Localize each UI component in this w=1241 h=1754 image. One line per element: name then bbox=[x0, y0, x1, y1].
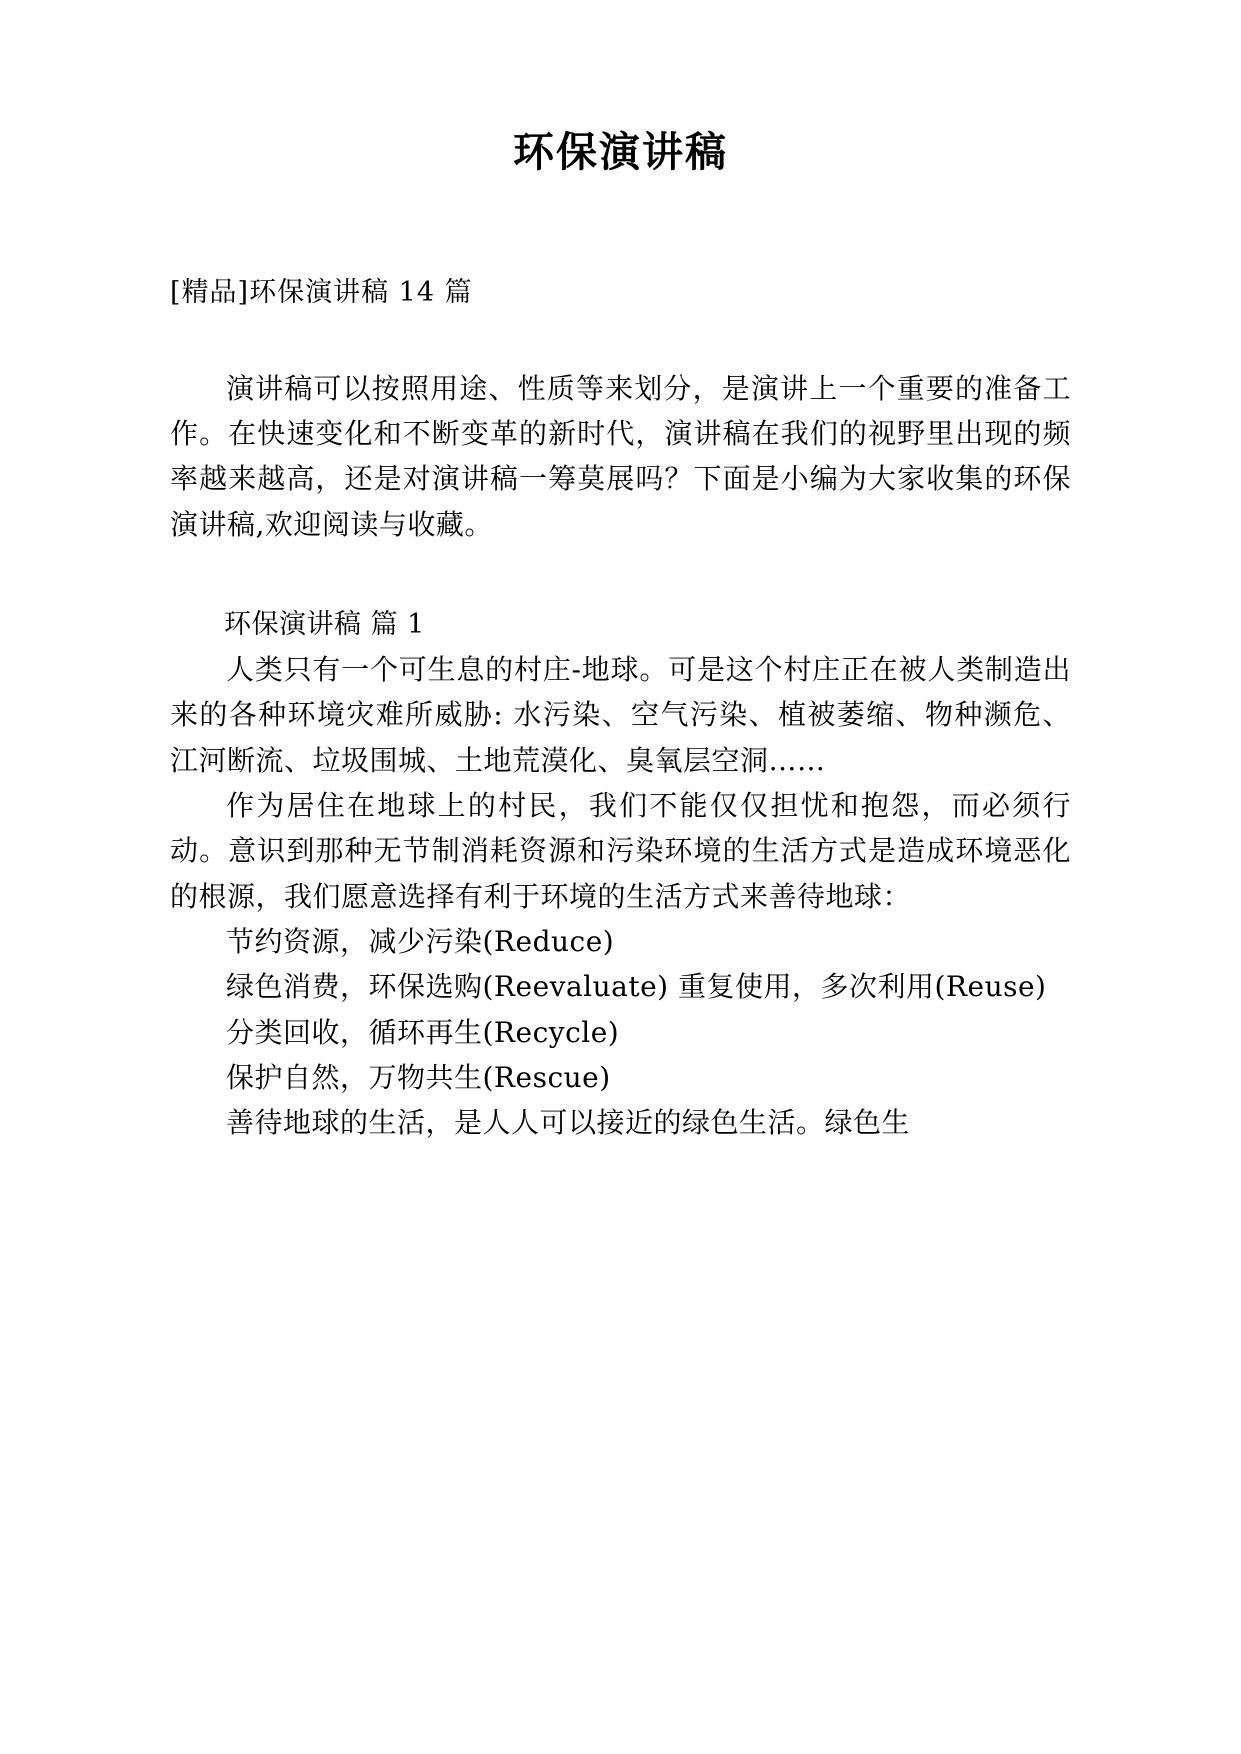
paragraph-7: 善待地球的生活，是人人可以接近的绿色生活。绿色生 bbox=[226, 1106, 911, 1140]
paragraph-5: 分类回收，循环再生(Recycle) bbox=[226, 1015, 620, 1049]
paragraph-2: 作为居住在地球上的村民，我们不能仅仅担忧和抱怨，而必须行动。意识到那种无节制消耗资源和污染环境的生活方式是造成环境恶化的根源，我们愿意选择有利于环境的生活方式来善待地球： bbox=[170, 788, 1071, 913]
paragraph-3: 节约资源，减少污染(Reduce) bbox=[226, 925, 615, 959]
document-subtitle: [精品]环保演讲稿 14 篇 bbox=[170, 277, 473, 309]
body-block bbox=[170, 647, 1071, 1146]
intro-paragraph: 演讲稿可以按照用途、性质等来划分，是演讲上一个重要的准备工作。在快速变化和不断变革的新时代，演讲稿在我们的视野里出现的频率越来越高，还是对演讲稿一筹莫展吗？下面是小编为大家收集的环保演讲稿,欢迎阅读与收藏。 bbox=[170, 371, 1071, 541]
page-title: 环保演讲稿 bbox=[513, 128, 728, 176]
paragraph-4: 绿色消费，环保选购(Reevaluate) 重复使用，多次利用(Reuse) bbox=[226, 970, 1047, 1004]
section-heading: 环保演讲稿 篇 1 bbox=[224, 609, 425, 641]
paragraph-6: 保护自然，万物共生(Rescue) bbox=[226, 1061, 611, 1095]
intro-block bbox=[170, 366, 1071, 547]
paragraph-1: 人类只有一个可生息的村庄-地球。可是这个村庄正在被人类制造出来的各种环境灾难所威胁: 水污染、空气污染、植被萎缩、物种濒危、江河断流、垃圾围城、土地荒漠化、臭氧层空洞…… bbox=[170, 652, 1071, 777]
